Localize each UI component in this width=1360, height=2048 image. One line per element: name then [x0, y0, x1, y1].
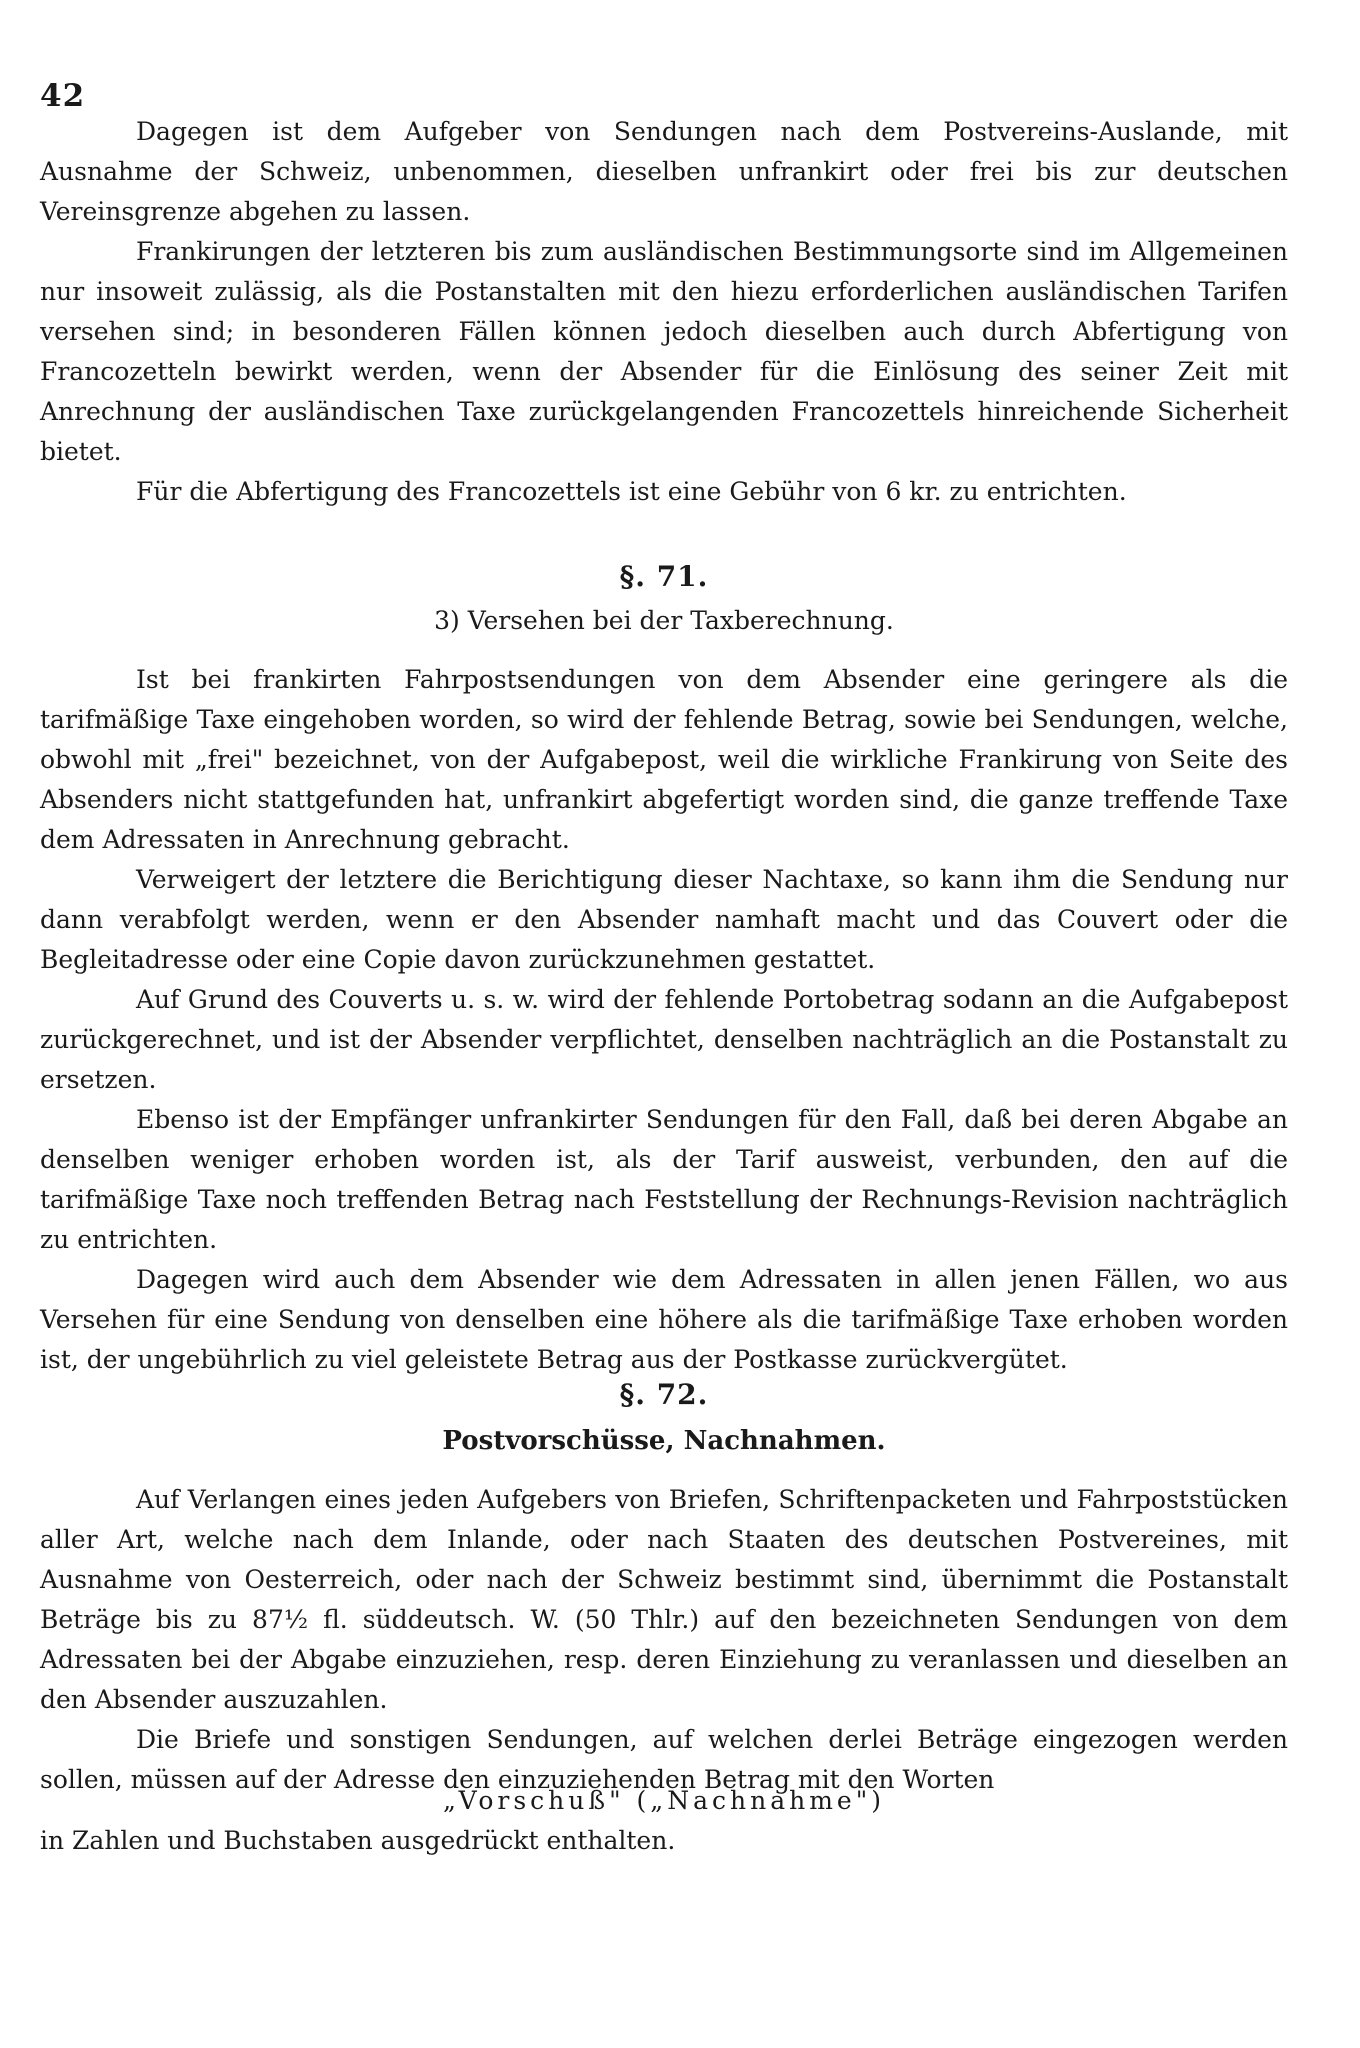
section-71-paragraph: Ist bei frankirten Fahrpostsendungen von dem Absender eine geringere als die tarifmäßige Taxe eingehoben worden, so wird der fehlende Betrag, sowie bei Sendungen, welche, obwohl mit „frei" bezeichnet, von der Aufgabepost, weil die wirkliche Frankirung von Seite des Absenders nicht stattgefunden hat, unfrankirt abgefertigt worden sind, die ganze treffende Taxe dem Adressaten in Anrechnung gebracht. [40, 665, 1288, 854]
page-number: 42 [40, 78, 86, 114]
section-72-paragraph: Die Briefe und sonstigen Sendungen, auf welchen derlei Beträge eingezogen werden sollen, müssen auf der Adresse den einzuziehenden Betrag mit den Worten [40, 1725, 1288, 1794]
section-72-paragraph: Auf Verlangen eines jeden Aufgebers von Briefen, Schriftenpacketen und Fahrpoststücken aller Art, welche nach dem Inlande, oder nach Staaten des deutschen Postvereines, mit Ausnahme von Oesterreich, oder nach der Schweiz bestimmt sind, übernimmt die Postanstalt Beträge bis zu 87½ fl. süddeutsch. W. (50 Thlr.) auf den bezeichneten Sendungen von dem Adressaten bei der Abgabe einzuziehen, resp. deren Einziehung zu veranlassen und dieselben an den Absender auszuzahlen. [40, 1485, 1288, 1714]
intro-paragraph: Dagegen ist dem Aufgeber von Sendungen nach dem Postvereins-Auslande, mit Ausnahme der Schweiz, unbenommen, dieselben unfrankirt oder frei bis zur deutschen Vereinsgrenze abgehen zu lassen. [40, 117, 1288, 226]
section-71-paragraph: Dagegen wird auch dem Absender wie dem Adressaten in allen jenen Fällen, wo aus Versehen für eine Sendung von denselben eine höhere als die tarifmäßige Taxe erhoben worden ist, der ungebührlich zu viel geleistete Betrag aus der Postkasse zurückvergütet. [40, 1265, 1288, 1374]
section-72-heading: §. 72. [619, 1378, 709, 1411]
section-72-closing-line: in Zahlen und Buchstaben ausgedrückt enthalten. [40, 1826, 676, 1855]
section-71-paragraph: Verweigert der letztere die Berichtigung dieser Nachtaxe, so kann ihm die Sendung nur dann verabfolgt werden, wenn er den Absender namhaft macht und das Couvert oder die Begleitadresse oder eine Copie davon zurückzunehmen gestattet. [40, 865, 1288, 974]
section-71-text [40, 660, 1288, 1380]
section-71-heading: §. 71. [619, 560, 709, 593]
intro-paragraph: Für die Abfertigung des Francozettels ist eine Gebühr von 6 kr. zu entrichten. [136, 477, 1127, 506]
section-72-title: Postvorschüsse, Nachnahmen. [442, 1426, 886, 1456]
intro-paragraph: Frankirungen der letzteren bis zum ausländischen Bestimmungsorte sind im Allgemeinen nur insoweit zulässig, als die Postanstalten mit den hiezu erforderlichen ausländischen Tarifen versehen sind; in besonderen Fällen können jedoch dieselben auch durch Abfertigung von Francozetteln bewirkt werden, wenn der Absender für die Einlösung des seiner Zeit mit Anrechnung der ausländischen Taxe zurückgelangenden Francozettels hinreichende Sicherheit bietet. [40, 237, 1288, 466]
section-71-paragraph: Auf Grund des Couverts u. s. w. wird der fehlende Portobetrag sodann an die Aufgabepost zurückgerechnet, und ist der Absender verpflichtet, denselben nachträglich an die Postanstalt zu ersetzen. [40, 985, 1288, 1094]
section-71-paragraph: Ebenso ist der Empfänger unfrankirter Sendungen für den Fall, daß bei deren Abgabe an denselben weniger erhoben worden ist, als der Tarif ausweist, verbunden, den auf die tarifmäßige Taxe noch treffenden Betrag nach Feststellung der Rechnungs-Revision nachträglich zu entrichten. [40, 1105, 1288, 1254]
section-72-center-words: „Vorschuß" („Nachnahme") [443, 1786, 885, 1815]
section-72-text [40, 1480, 1288, 1800]
intro-text [40, 112, 1288, 512]
section-71-title: 3) Versehen bei der Taxberechnung. [434, 606, 894, 635]
